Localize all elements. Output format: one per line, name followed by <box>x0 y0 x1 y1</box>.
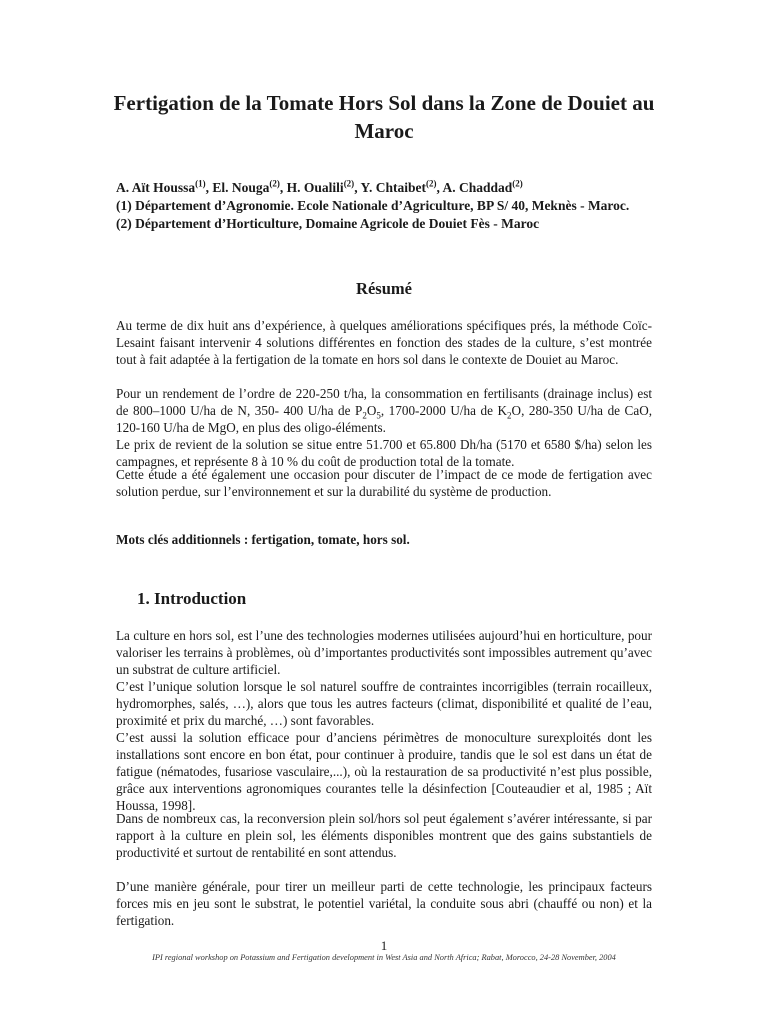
affiliation-1: (1) Département d’Agronomie. Ecole Nationale d’Agriculture, BP S/ 40, Meknès - Maroc. <box>116 198 630 213</box>
intro-paragraph-4: Dans de nombreux cas, la reconversion plein sol/hors sol peut également s’avérer intéressante, si par rapport à la culture en plein sol, les éléments disponibles montrent que des gains substantiels de productivité et surtout de rentabilité en sont attendus. <box>116 811 652 861</box>
abstract-paragraph-3: Le prix de revient de la solution se situe entre 51.700 et 65.800 Dh/ha (5170 et 6580 $/ha) selon les campagnes, et représente 8 à 10 % du coût de production total de la tomate. <box>116 437 652 470</box>
subscript: 5 <box>376 410 381 421</box>
affiliation-marker: (2) <box>343 178 355 189</box>
subscript: 2 <box>507 410 512 421</box>
author-name: H. Oualili <box>286 180 344 195</box>
section-heading-introduction: 1. Introduction <box>137 589 247 608</box>
affiliation-marker: (1) <box>195 178 206 189</box>
authors-block <box>116 179 656 233</box>
author-name: El. Nouga <box>212 180 270 195</box>
page-number: 1 <box>380 938 388 953</box>
abstract-text: O, 280-350 U/ha de CaO, 120-160 U/ha de MgO, en plus des oligo-éléments. <box>116 403 653 436</box>
abstract-heading: Résumé <box>356 279 412 298</box>
intro-paragraph-3: C’est aussi la solution efficace pour d’anciens périmètres de monoculture surexploités dont les installations sont encore en bon état, pour continuer à produire, tandis que le sol est dans un état de fatigue (nématodes, fusariose vasculaire,...), où la restauration de sa productivité n’est plus possible, grâce aux interventions agronomiques courantes telle la désinfection [Couteaudier et al, 1985 ; Aït Houssa, 1998]. <box>116 730 652 814</box>
abstract-text: O <box>366 403 377 419</box>
keywords: Mots clés additionnels : fertigation, tomate, hors sol. <box>116 532 410 547</box>
abstract-paragraph-4: Cette étude a été également une occasion pour discuter de l’impact de ce mode de fertigation avec solution perdue, sur l’environnement et sur la durabilité du système de production. <box>116 467 652 500</box>
author-separator: , <box>354 180 361 195</box>
author-separator: , <box>205 180 213 195</box>
intro-paragraph-1: La culture en hors sol, est l’une des technologies modernes utilisées aujourd’hui en horticulture, pour valoriser les terrains à problèmes, où d’importantes productivités sont impossibles autrement qu’avec un substrat de culture artificiel. <box>116 628 652 678</box>
affiliation-marker: (2) <box>269 178 280 189</box>
page-footer: IPI regional workshop on Potassium and Fertigation development in West Asia and North Africa; Rabat, Morocco, 24-28 November, 2004 <box>152 953 616 962</box>
abstract-paragraph-2 <box>116 385 652 436</box>
subscript: 2 <box>362 410 367 421</box>
abstract-text: Pour un rendement de l’ordre de 220-250 t/ha, la consommation en fertilisants (drainage inclus) est de 800–1000 U/ha de N, 350- 400 U/ha de P <box>116 386 652 419</box>
author-separator: , <box>436 180 443 195</box>
author-list <box>116 179 656 197</box>
author-separator: , <box>279 180 287 195</box>
abstract-text: , 1700-2000 U/ha de K <box>380 403 508 419</box>
author-name: A. Chaddad <box>442 180 513 195</box>
abstract-paragraph-1: Au terme de dix huit ans d’expérience, à quelques améliorations spécifiques prés, la méthode Coïc-Lesaint faisant intervenir 4 solutions différentes en fonction des stades de la culture, s’est montrée tout à fait adaptée à la fertigation de la tomate en hors sol dans le contexte de Douiet au Maroc. <box>116 318 652 368</box>
affiliation-2: (2) Département d’Horticulture, Domaine Agricole de Douiet Fès - Maroc <box>116 216 540 231</box>
intro-paragraph-2: C’est l’unique solution lorsque le sol naturel souffre de contraintes incorrigibles (terrain rocailleux, hydromorphes, salés, …), alors que tous les autres facteurs (climat, disponibilité et qualité de l’eau, proximité et prix du marché, …) sont favorables. <box>116 679 652 729</box>
author-name: Y. Chtaibet <box>360 180 426 195</box>
affiliation-marker: (2) <box>425 178 437 189</box>
author-name: A. Aït Houssa <box>116 180 196 195</box>
intro-paragraph-5: D’une manière générale, pour tirer un meilleur parti de cette technologie, les principaux facteurs forces mis en jeu sont le substrat, le potentiel variétal, la conduite sous abri (chauffé ou non) et la fertigation. <box>116 879 652 929</box>
paper-title: Fertigation de la Tomate Hors Sol dans la Zone de Douiet au Maroc <box>113 91 655 143</box>
affiliation-marker: (2) <box>512 178 523 189</box>
